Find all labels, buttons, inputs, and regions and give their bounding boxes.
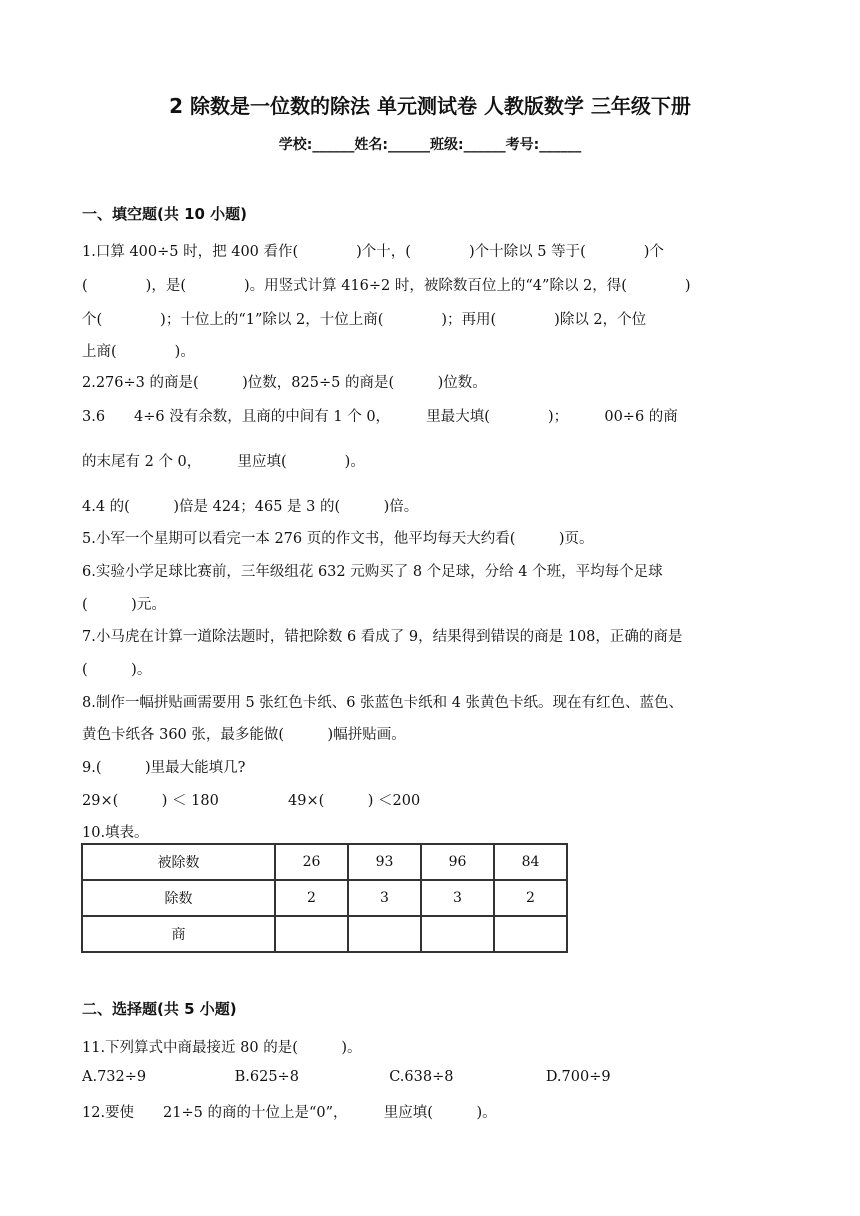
- question-11-stem: 11.下列算式中商最接近 80 的是( )。: [82, 1040, 362, 1056]
- question-2: 2.276÷3 的商是( )位数，825÷5 的商是( )位数。: [82, 375, 487, 391]
- question-1-line-4: 上商( )。: [82, 344, 195, 360]
- table-cell: 26: [275, 844, 348, 880]
- section-heading-multiple-choice: 二、选择题(共 5 小题): [82, 1000, 237, 1018]
- answer-cell[interactable]: [348, 916, 421, 952]
- table-cell: 除数: [82, 880, 275, 916]
- question-3-line-1: 3.6 4÷6 没有余数，且商的中间有 1 个 0， 里最大填( )； 00÷6 的商: [82, 409, 678, 425]
- table-cell: 96: [421, 844, 494, 880]
- question-11-options: [82, 1069, 778, 1085]
- table-row: [82, 880, 567, 916]
- table-cell: 3: [421, 880, 494, 916]
- question-6-line-2: ( )元。: [82, 597, 166, 613]
- option-c[interactable]: C.638÷8: [389, 1069, 454, 1085]
- page-title: 2 除数是一位数的除法 单元测试卷 人教版数学 三年级下册: [169, 94, 691, 118]
- question-1-line-2: ( )，是( )。用竖式计算 416÷2 时，被除数百位上的“4”除以 2，得( ): [82, 278, 691, 294]
- option-a[interactable]: A.732÷9: [82, 1069, 147, 1085]
- student-info-line: 学校:______姓名:______班级:______考号:______: [278, 137, 582, 153]
- table-cell: 3: [348, 880, 421, 916]
- question-10-table: [81, 843, 568, 953]
- question-8-line-1: 8.制作一幅拼贴画需要用 5 张红色卡纸、6 张蓝色卡纸和 4 张黄色卡纸。现在有红色、蓝色、: [82, 695, 684, 711]
- answer-cell[interactable]: [421, 916, 494, 952]
- option-b[interactable]: B.625÷8: [234, 1069, 299, 1085]
- table-cell: 2: [275, 880, 348, 916]
- table-cell: 93: [348, 844, 421, 880]
- question-5: 5.小军一个星期可以看完一本 276 页的作文书，他平均每天大约看( )页。: [82, 531, 594, 547]
- table-cell: 被除数: [82, 844, 275, 880]
- question-9-stem: 9.( )里最大能填几?: [82, 760, 246, 776]
- question-9-item-b: 49×( ) ＜200: [288, 793, 421, 809]
- table-cell: 84: [494, 844, 567, 880]
- answer-cell[interactable]: [494, 916, 567, 952]
- table-cell: 商: [82, 916, 275, 952]
- question-9-items: [82, 789, 778, 810]
- table-row: [82, 844, 567, 880]
- question-4: 4.4 的( )倍是 424；465 是 3 的( )倍。: [82, 499, 419, 515]
- option-d[interactable]: D.700÷9: [545, 1069, 611, 1085]
- table-row: [82, 916, 567, 952]
- answer-cell[interactable]: [275, 916, 348, 952]
- question-8-line-2: 黄色卡纸各 360 张，最多能做( )幅拼贴画。: [82, 727, 406, 743]
- question-12: 12.要使 21÷5 的商的十位上是“0”， 里应填( )。: [82, 1105, 497, 1121]
- table-cell: 2: [494, 880, 567, 916]
- question-1-line-1: 1.口算 400÷5 时，把 400 看作( )个十，( )个十除以 5 等于( )个: [82, 244, 664, 260]
- question-3-line-2: 的末尾有 2 个 0， 里应填( )。: [82, 454, 365, 470]
- section-heading-fill-in: 一、填空题(共 10 小题): [82, 205, 248, 223]
- question-9-item-a: 29×( ) ＜ 180: [82, 793, 219, 809]
- question-7-line-1: 7.小马虎在计算一道除法题时，错把除数 6 看成了 9，结果得到错误的商是 108，正确的商是: [82, 629, 683, 645]
- question-1-line-3: 个( )；十位上的“1”除以 2，十位上商( )；再用( )除以 2，个位: [82, 312, 647, 328]
- question-10-stem: 10.填表。: [82, 825, 149, 841]
- question-6-line-1: 6.实验小学足球比赛前，三年级组花 632 元购买了 8 个足球，分给 4 个班，平均每个足球: [82, 564, 663, 580]
- question-7-line-2: ( )。: [82, 662, 152, 678]
